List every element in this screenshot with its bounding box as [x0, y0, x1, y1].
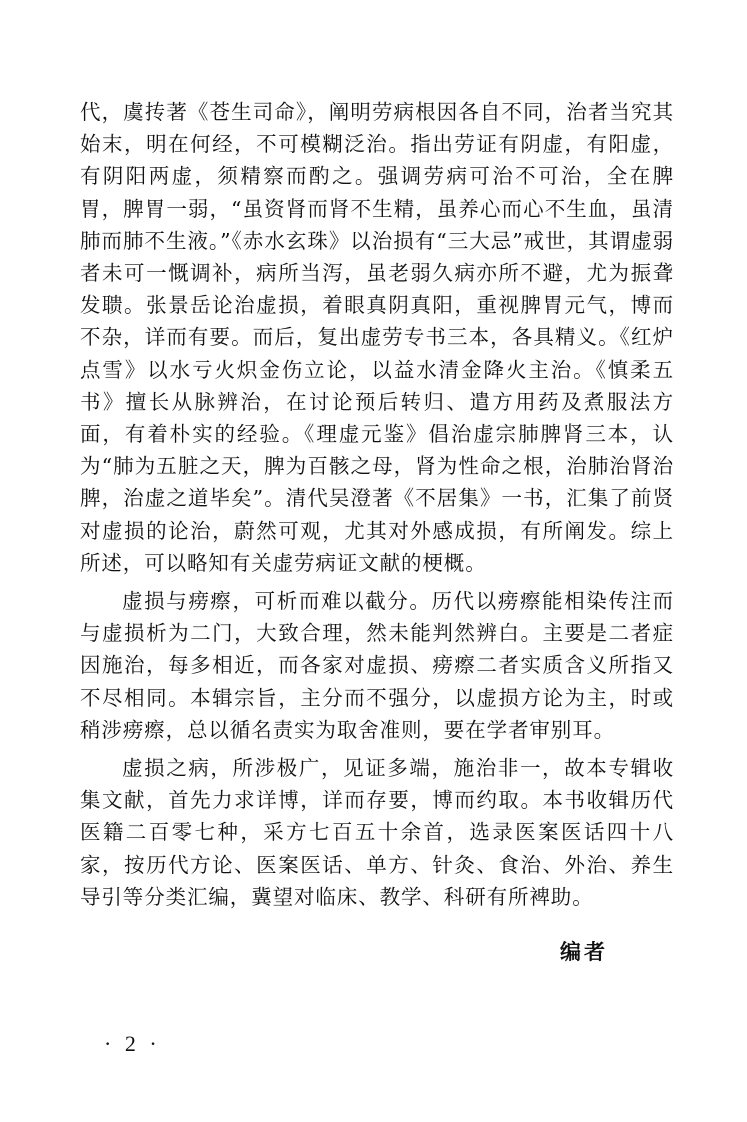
paragraph-xusun-laozhai: 虚损与痨瘵，可析而难以截分。历代以痨瘵能相染传注而与虚损析为二门，大致合理，然未能判然辨白。主要是二者症因施治，每多相近，而各家对虚损、痨瘵二者实质含义所指又不尽相同。本辑宗旨，主分而不强分，以虚损方论为主，时或稍涉痨瘵，总以循名责实为取舍准则，要在学者审别耳。 — [80, 589, 674, 742]
paragraph-continued: 代，虞抟著《苍生司命》，阐明劳病根因各自不同，治者当究其始末，明在何经，不可模糊泛治。指出劳证有阴虚，有阳虚，有阴阳两虚，须精察而酌之。强调劳病可治不可治，全在脾胃，脾胃一弱，“虽资肾而肾不生精，虽养心而心不生血，虽清肺而肺不生液。”《赤水玄珠》以治损有“三大忌”戒世，其谓虚弱者未可一慨调补，病所当泻，虽老弱久病亦所不避，尤为振聋发聩。张景岳论治虚损，着眼真阴真阳，重视脾胃元气，博而不杂，详而有要。而后，复出虚劳专书三本，各具精义。《红炉点雪》以水亏火炽金伤立论，以益水清金降火主治。《慎柔五书》擅长从脉辨治，在讨论预后转归、遣方用药及煮服法方面，有着朴实的经验。《理虚元鉴》倡治虚宗肺脾肾三本，认为“肺为五脏之天，脾为百骸之母，肾为性命之根，治肺治肾治脾，治虚之道毕矣”。清代吴澄著《不居集》一书，汇集了前贤对虚损的论治，蔚然可观，尤其对外感成损，有所阐发。综上所述，可以略知有关虚劳病证文献的梗概。 — [80, 100, 674, 575]
page-number: · 2 · — [104, 1031, 161, 1056]
paragraph-compilation-scope: 虚损之病，所涉极广，见证多端，施治非一，故本专辑收集文献，首先力求详博，详而存要，博而约取。本书收辑历代医籍二百零七种，采方七百五十余首，选录医案医话四十八家，按历代方论、医案医话、单方、针灸、食治、外治、养生导引等分类汇编，冀望对临床、教学、科研有所裨助。 — [80, 756, 674, 909]
editor-signature: 编者 — [560, 939, 608, 964]
body-text — [80, 96, 674, 913]
